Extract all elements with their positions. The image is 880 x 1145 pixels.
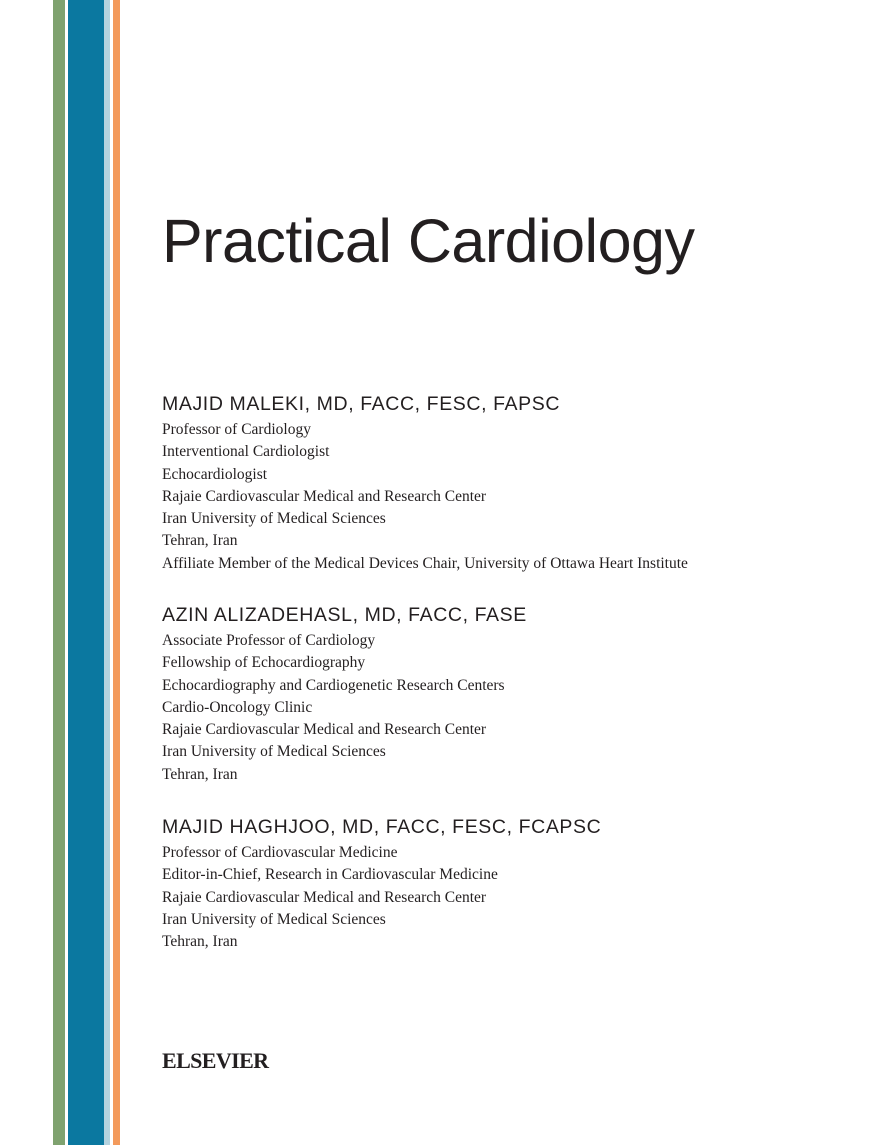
publisher-logo: ELSEVIER [162, 1048, 269, 1073]
affiliation-line: Rajaie Cardiovascular Medical and Research Center [162, 888, 487, 906]
affiliation-list [162, 419, 688, 575]
book-title: Practical Cardiology [162, 207, 695, 275]
affiliation-line: Tehran, Iran [162, 532, 238, 550]
affiliation-list [162, 842, 601, 953]
orange-stripe [113, 0, 120, 1145]
affiliation-line: Professor of Cardiovascular Medicine [162, 844, 398, 861]
author-block [162, 390, 688, 575]
affiliation-line: Rajaie Cardiovascular Medical and Research Center [162, 721, 487, 739]
affiliation-line: Editor-in-Chief, Research in Cardiovascular Medicine [162, 866, 498, 884]
blue-stripe [68, 0, 104, 1145]
author-name: AZIN ALIZADEHASL, MD, FACC, FASE [162, 604, 527, 626]
affiliation-line: Tehran, Iran [162, 765, 238, 783]
affiliation-line: Associate Professor of Cardiology [162, 632, 376, 649]
affiliation-line: Interventional Cardiologist [162, 443, 330, 461]
affiliation-line: Fellowship of Echocardiography [162, 654, 366, 672]
author-block [162, 813, 601, 953]
affiliation-line: Echocardiologist [162, 465, 268, 483]
affiliation-line: Affiliate Member of the Medical Devices Chair, University of Ottawa Heart Institute [162, 554, 688, 572]
affiliation-line: Cardio-Oncology Clinic [162, 698, 313, 716]
affiliation-line: Iran University of Medical Sciences [162, 510, 386, 528]
author-name: MAJID MALEKI, MD, FACC, FESC, FAPSC [162, 393, 561, 415]
affiliation-line: Professor of Cardiology [162, 421, 311, 438]
author-name: MAJID HAGHJOO, MD, FACC, FESC, FCAPSC [162, 816, 602, 838]
affiliation-line: Iran University of Medical Sciences [162, 910, 386, 928]
affiliation-line: Tehran, Iran [162, 933, 238, 951]
affiliation-list [162, 630, 527, 786]
light-blue-stripe [104, 0, 110, 1145]
green-stripe [53, 0, 65, 1145]
affiliation-line: Iran University of Medical Sciences [162, 743, 386, 761]
author-block [162, 601, 527, 786]
affiliation-line: Rajaie Cardiovascular Medical and Research Center [162, 487, 487, 505]
affiliation-line: Echocardiography and Cardiogenetic Research Centers [162, 676, 505, 694]
